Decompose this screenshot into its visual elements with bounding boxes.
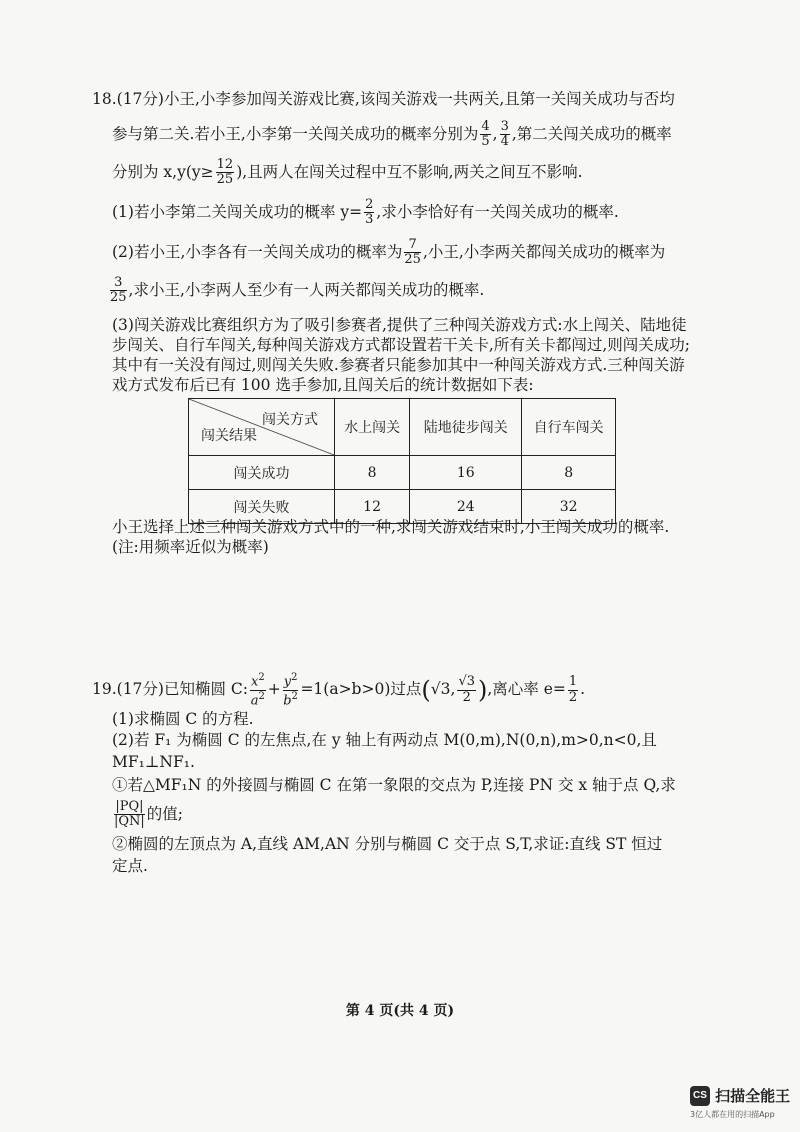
q19-line1: 19.(17分)已知椭圆 C: $\frac{x^2}{a^2}$ + $\frac{y^2}{b^2}$ =1(a>b>0)过点(√3, $\frac{√3}{2}$ ),离心率 e= $\frac{1}{2}$ . — [92, 672, 586, 708]
q18-part3-line4: 戏方式发布后已有 100 选手参加,且闯关后的统计数据如下表: — [112, 376, 534, 394]
q19-part2-line2: MF₁⊥NF₁. — [112, 753, 195, 771]
q18-part3-question: 小王选择上述三种闯关游戏方式中的一种,求闯关游戏结束时,小王闯关成功的概率. — [112, 518, 670, 536]
q18-part3-line2: 步闯关、自行车闯关,每种闯关游戏方式都设置若干关卡,所有关卡都闯过,则闯关成功; — [112, 336, 691, 354]
q19-part1: (1)求椭圆 C 的方程. — [112, 710, 254, 728]
fraction-3-25: $\frac{3}{25}$ — [110, 275, 127, 306]
fraction-y2-b2: $\frac{y^2}{b^2}$ — [283, 672, 298, 708]
q19-c1-line2: $\frac{|PQ|}{|QN|}$ 的值; — [114, 799, 184, 830]
q19-c2-line1: ②椭圆的左顶点为 A,直线 AM,AN 分别与椭圆 C 交于点 S,T,求证:直线 ST 恒过 — [112, 835, 663, 853]
logo-tagline: 3亿人都在用的扫描App — [690, 1110, 775, 1119]
table-corner-cell — [189, 399, 335, 456]
page-footer: 第 4 页(共 4 页) — [345, 1003, 455, 1019]
q18-part2-line2: $\frac{3}{25}$ ,求小王,小李两人至少有一人两关都闯关成功的概率. — [110, 275, 485, 306]
fraction-2-3: $\frac{2}{3}$ — [365, 197, 374, 228]
fraction-12-25: $\frac{12}{25}$ — [216, 157, 234, 188]
q19-part2-line1: (2)若 F₁ 为椭圆 C 的左焦点,在 y 轴上有两动点 M(0,m),N(0,n),m>0,n<0,且 — [112, 731, 657, 749]
q18-line2: 参与第二关.若小王,小李第一关闯关成功的概率分别为 $\frac{4}{5}$ , $\frac{3}{4}$ ,第二关闯关成功的概率 — [112, 119, 672, 150]
table-cell: 12 — [335, 490, 410, 524]
table-cell: 24 — [410, 490, 522, 524]
q18-line3: 分别为 x,y(y≥ $\frac{12}{25}$ ),且两人在闯关过程中互不影响,两关之间互不影响. — [112, 157, 583, 188]
table-row — [189, 456, 616, 490]
col-header: 水上闯关 — [335, 399, 410, 456]
fraction-7-25: $\frac{7}{25}$ — [404, 237, 421, 268]
fraction-sqrt3-2: $\frac{√3}{2}$ — [458, 674, 475, 705]
q18-line1: 18.(17分)小王,小李参加闯关游戏比赛,该闯关游戏一共两关,且第一关闯关成功与否均 — [92, 90, 675, 108]
table-cell: 32 — [522, 490, 616, 524]
q18-part2-line1: (2)若小王,小李各有一关闯关成功的概率为 $\frac{7}{25}$ ,小王,小李两关都闯关成功的概率为 — [112, 237, 666, 268]
corner-label-result: 闯关结果 — [201, 428, 257, 444]
q18-part1: (1)若小李第二关闯关成功的概率 y= $\frac{2}{3}$ ,求小李恰好有一关闯关成功的概率. — [112, 197, 619, 228]
row-label: 闯关成功 — [189, 456, 335, 490]
q19-c1-line1: ①若△MF₁N 的外接圆与椭圆 C 在第一象限的交点为 P,连接 PN 交 x 轴于点 Q,求 — [112, 776, 676, 794]
q19-c2-line2: 定点. — [112, 857, 148, 875]
corner-label-mode: 闯关方式 — [262, 412, 318, 428]
stats-table — [188, 398, 616, 524]
q18-part3-line1: (3)闯关游戏比赛组织方为了吸引参赛者,提供了三种闯关游戏方式:水上闯关、陆地徒 — [112, 316, 687, 334]
q18-part3-line3: 其中有一关没有闯过,则闯关失败.参赛者只能参加其中一种闯关游戏方式.三种闯关游 — [112, 356, 685, 374]
q18-note: (注:用频率近似为概率) — [112, 538, 269, 556]
table-cell: 16 — [410, 456, 522, 490]
table-cell: 8 — [335, 456, 410, 490]
fraction-1-2: $\frac{1}{2}$ — [568, 674, 578, 705]
scanner-logo — [690, 1085, 795, 1120]
row-label: 闯关失败 — [189, 490, 335, 524]
col-header: 自行车闯关 — [522, 399, 616, 456]
fraction-x2-a2: $\frac{x^2}{a^2}$ — [250, 672, 265, 708]
logo-name: 扫描全能王 — [715, 1087, 791, 1105]
fraction-4-5: $\frac{4}{5}$ — [481, 119, 490, 150]
fraction-pq-qn: $\frac{|PQ|}{|QN|}$ — [114, 799, 145, 830]
table-cell: 8 — [522, 456, 616, 490]
col-header: 陆地徒步闯关 — [410, 399, 522, 456]
fraction-3-4: $\frac{3}{4}$ — [500, 119, 509, 150]
cs-logo-icon: CS — [690, 1086, 710, 1106]
table-header-row — [189, 399, 616, 456]
